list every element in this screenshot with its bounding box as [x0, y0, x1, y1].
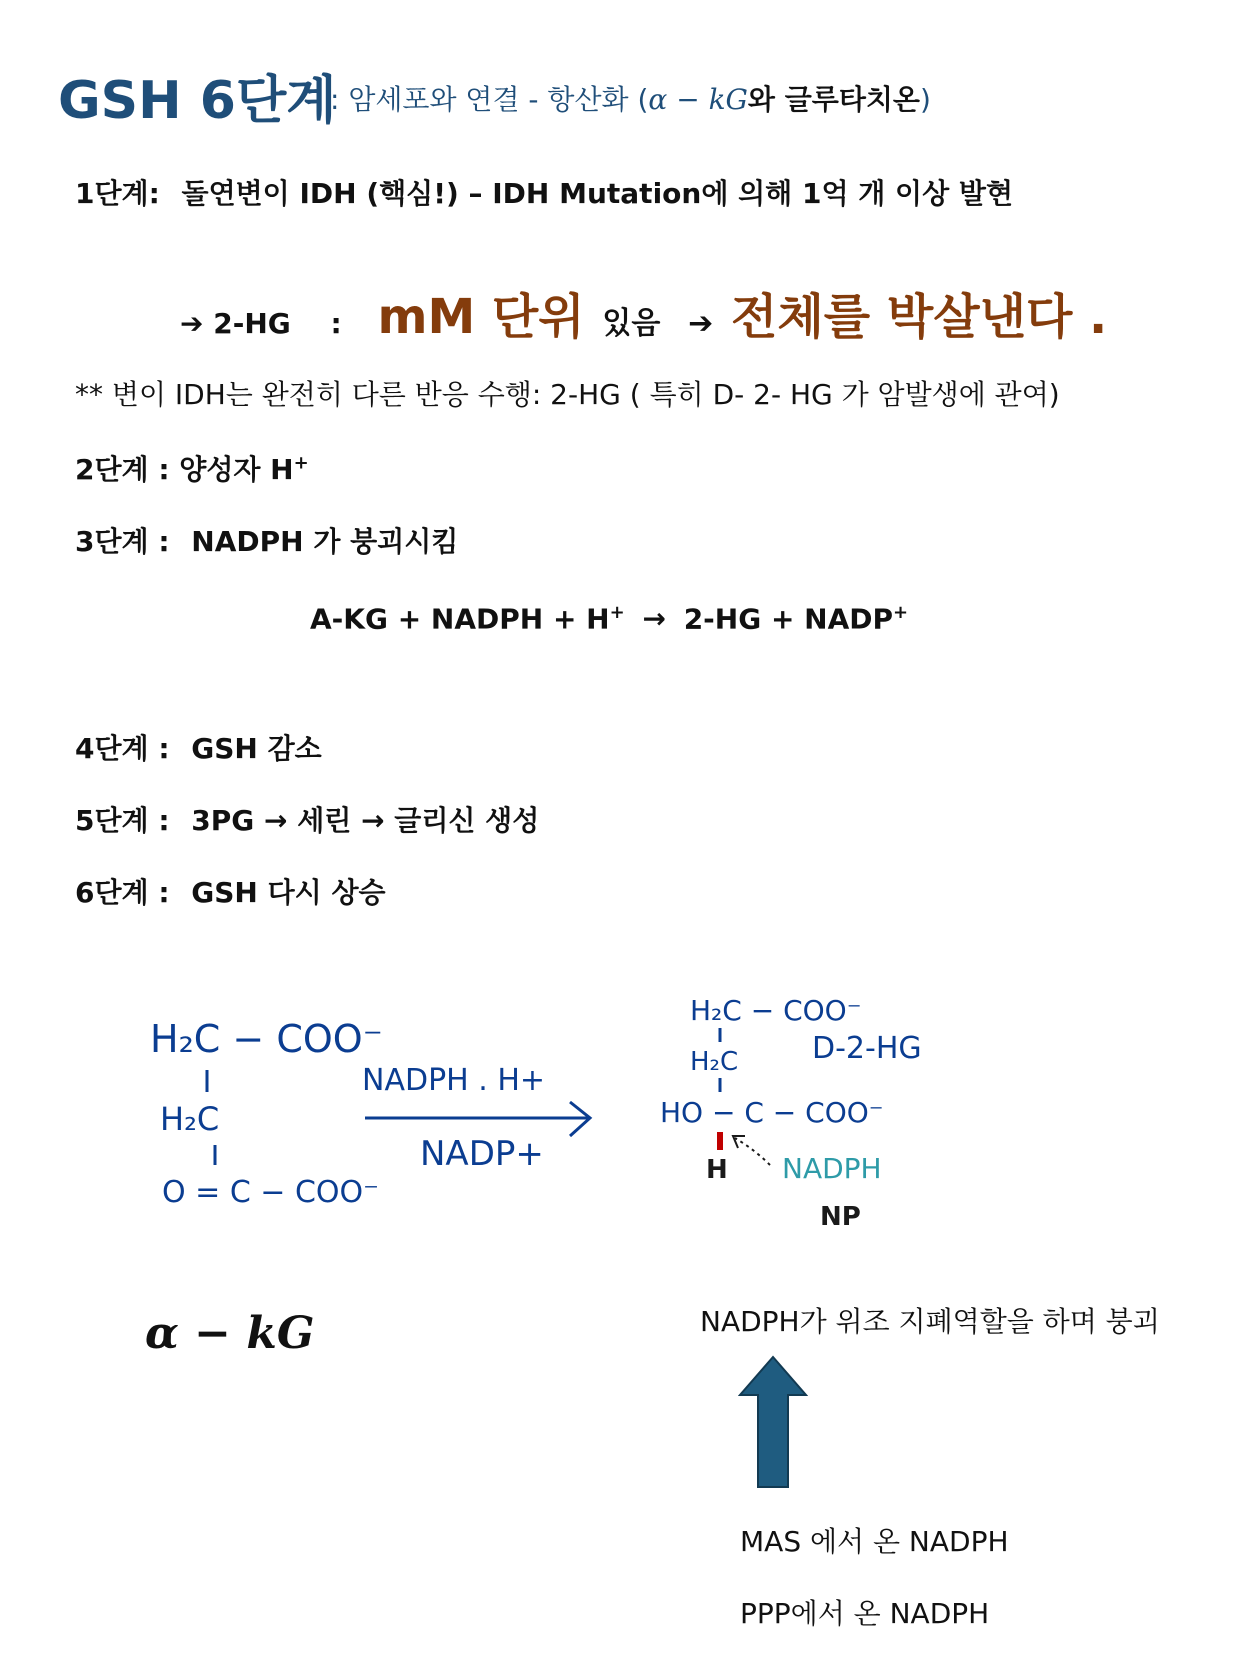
reaction-diagram	[0, 980, 1260, 1280]
step-6-label: 6단계 :	[75, 876, 170, 909]
equation-left: A-KG + NADPH + H	[310, 602, 610, 636]
hg-colon: :	[330, 307, 342, 340]
subtitle-prefix: : 암세포와 연결 - 항산화 (	[330, 83, 649, 116]
arrow-bottom-label: NADP+	[420, 1134, 544, 1174]
arrow-top-label: NADPH . H+	[362, 1063, 546, 1098]
step-1-label: 1단계:	[75, 177, 160, 210]
hg-arrow-2: ➔	[688, 306, 714, 341]
ppp-source-text: PPP에서 온 NADPH	[740, 1597, 990, 1630]
hg-arrow-label: ➔ 2-HG	[180, 307, 291, 340]
subtitle-math: α − kG	[648, 83, 748, 116]
np-label: NP	[820, 1202, 861, 1232]
equation-sup-2: +	[893, 602, 909, 623]
step-2	[75, 448, 309, 488]
step-2-text: 양성자 H	[179, 453, 294, 486]
nadph-teal-label: NADPH	[782, 1152, 882, 1185]
step-3-text: NADPH 가 붕괴시킴	[191, 525, 459, 558]
note-mutant-idh: ** 변이 IDH는 완전히 다른 반응 수행: 2-HG ( 특히 D- 2- HG 가 암발생에 관여)	[75, 378, 1060, 411]
up-arrow-shape	[740, 1357, 806, 1487]
step-6-text: GSH 다시 상승	[191, 876, 386, 909]
step-2-sup: +	[293, 452, 309, 474]
step-1	[75, 172, 1013, 212]
step-5-text: 3PG → 세린 → 글리신 생성	[191, 804, 540, 837]
step-5-label: 5단계 :	[75, 804, 170, 837]
akg-line-3: O = C − COO⁻	[162, 1175, 379, 1210]
step-4-text: GSH 감소	[191, 732, 322, 765]
exists-text: 있음	[602, 306, 661, 341]
step-6	[75, 871, 386, 911]
equation-sup-1: +	[609, 602, 625, 623]
akg-structure	[150, 1017, 383, 1210]
d2hg-line-3: HO − C − COO⁻	[660, 1096, 884, 1129]
reaction-equation	[310, 602, 908, 635]
hydride-dotted-arrow	[735, 1138, 770, 1165]
akg-line-1: H₂C − COO⁻	[150, 1017, 383, 1061]
akg-label: α − kG	[145, 1308, 315, 1359]
d2hg-structure	[660, 994, 922, 1232]
mm-unit-text: mM 단위	[377, 289, 585, 345]
d2hg-line-4: H	[706, 1155, 728, 1185]
step-3-label: 3단계 :	[75, 525, 170, 558]
subtitle-suffix: )	[919, 83, 931, 116]
page-subtitle	[330, 78, 931, 118]
equation-right: 2-HG + NADP	[683, 602, 894, 636]
subtitle-bold: 와 글루타치온	[747, 83, 920, 116]
step-3	[75, 520, 458, 560]
reaction-arrow	[362, 1063, 590, 1174]
equation-arrow: →	[642, 602, 666, 636]
akg-line-2: H₂C	[160, 1100, 220, 1138]
step-4	[75, 727, 322, 767]
page-title: GSH 6단계	[58, 71, 337, 131]
step-4-label: 4단계 :	[75, 732, 170, 765]
kill-all-text: 전체를 박살낸다 .	[731, 289, 1108, 345]
up-arrow-icon	[738, 1355, 808, 1490]
step-2-label: 2단계 :	[75, 453, 170, 486]
d2hg-product-label: D-2-HG	[812, 1031, 922, 1066]
d2hg-line-1: H₂C − COO⁻	[690, 994, 862, 1027]
step-1-text: 돌연변이 IDH (핵심!) – IDH Mutation에 의해 1억 개 이상 발현	[181, 177, 1013, 210]
nadph-role-text: NADPH가 위조 지폐역할을 하며 붕괴	[700, 1305, 1160, 1338]
mas-source-text: MAS 에서 온 NADPH	[740, 1525, 1009, 1558]
d2hg-line-2: H₂C	[690, 1047, 739, 1077]
hg-summary-line	[180, 278, 1107, 347]
step-5	[75, 799, 539, 839]
